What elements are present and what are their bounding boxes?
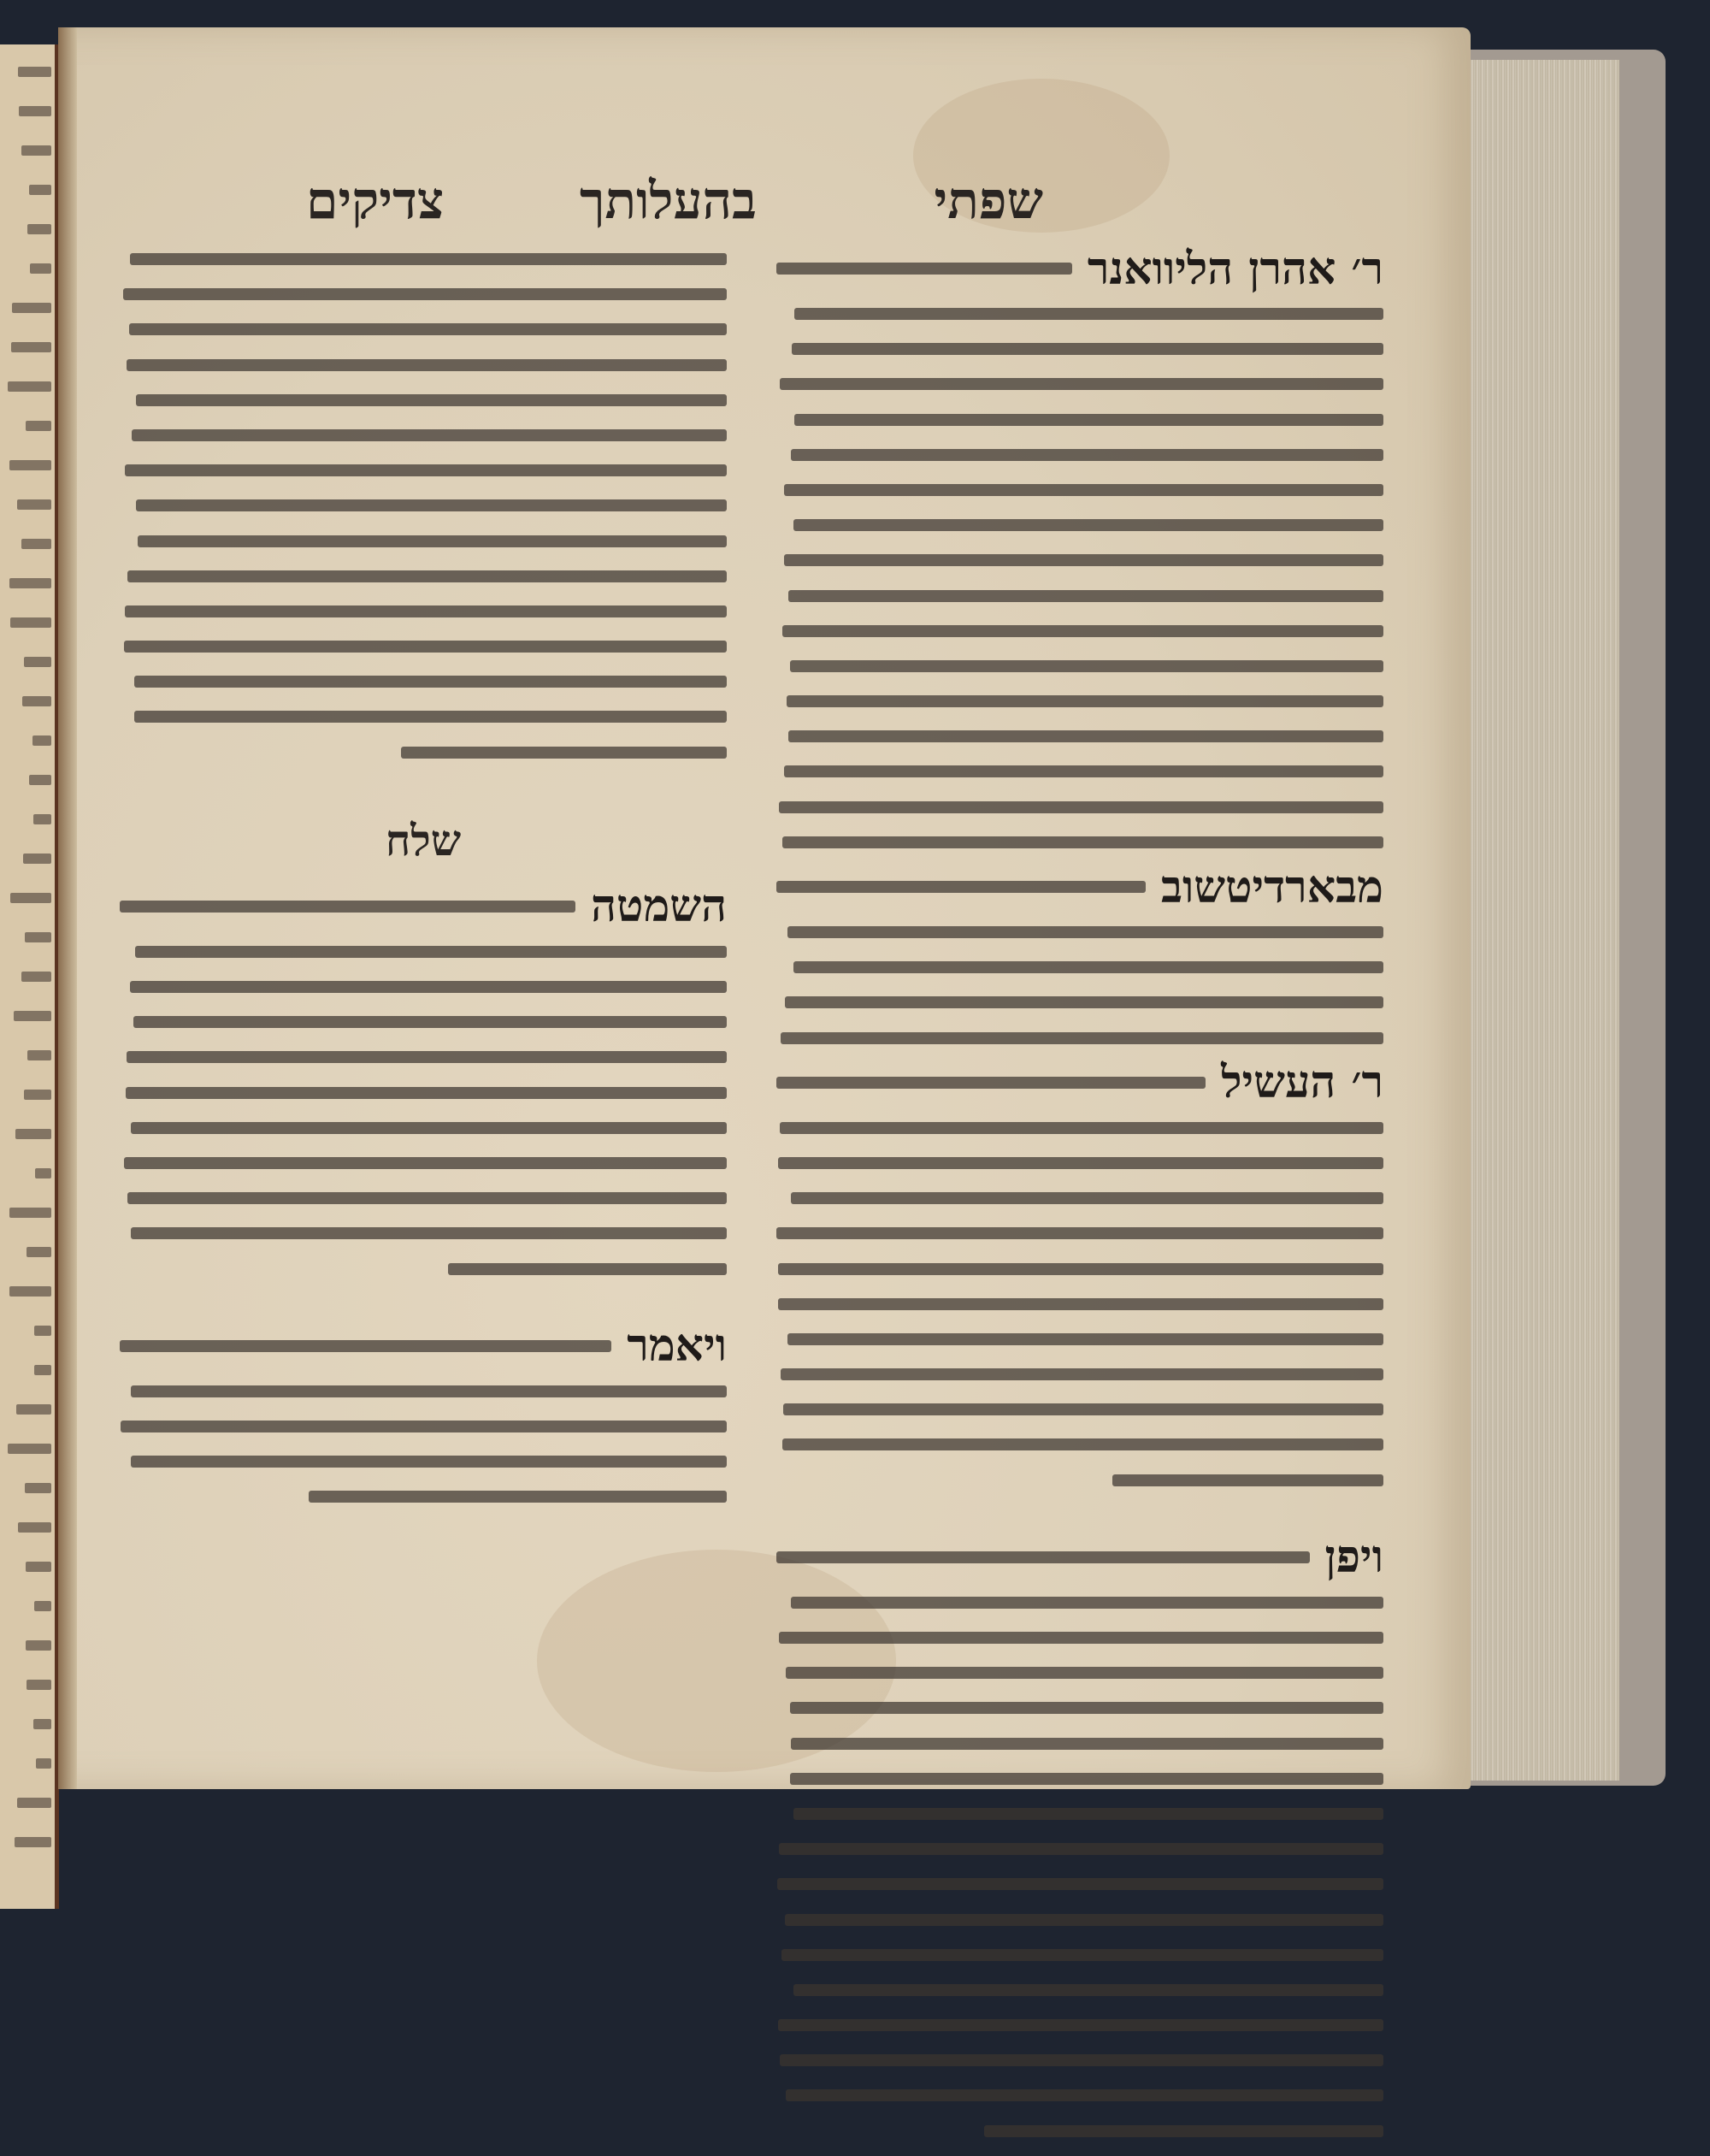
previous-page-line bbox=[0, 1586, 51, 1625]
entry-heading bbox=[776, 1055, 1383, 1110]
text-line bbox=[776, 1726, 1383, 1761]
text-line bbox=[120, 1075, 727, 1110]
text-line bbox=[776, 984, 1383, 1019]
running-head-right: שפתי bbox=[934, 171, 1043, 231]
previous-page-line bbox=[0, 1468, 51, 1507]
text-line bbox=[776, 789, 1383, 824]
previous-page-line bbox=[0, 1074, 51, 1113]
text-line bbox=[120, 311, 727, 346]
text-line bbox=[776, 402, 1383, 437]
previous-page-line bbox=[0, 1113, 51, 1153]
entry-heading bbox=[776, 241, 1383, 296]
text-line bbox=[120, 594, 727, 629]
previous-page-line bbox=[0, 91, 51, 130]
text-line bbox=[120, 382, 727, 417]
previous-page-line bbox=[0, 287, 51, 327]
entry-heading-word: ויפן bbox=[1324, 1531, 1383, 1584]
previous-page-line bbox=[0, 563, 51, 602]
previous-page-line bbox=[0, 327, 51, 366]
page-gutter bbox=[58, 27, 77, 1789]
previous-page-line bbox=[0, 799, 51, 838]
text-line bbox=[776, 1585, 1383, 1620]
text-line bbox=[776, 949, 1383, 984]
text-line bbox=[120, 1004, 727, 1039]
text-line bbox=[776, 366, 1383, 401]
text-line bbox=[776, 2042, 1383, 2077]
previous-page-line bbox=[0, 1507, 51, 1546]
previous-page-line bbox=[0, 1428, 51, 1468]
entry-heading bbox=[776, 1530, 1383, 1585]
text-line bbox=[120, 276, 727, 311]
text-line bbox=[776, 2007, 1383, 2042]
book-fore-edge bbox=[1469, 60, 1619, 1781]
paragraph-gap bbox=[776, 1497, 1383, 1530]
text-line bbox=[120, 629, 727, 664]
text-line bbox=[776, 1215, 1383, 1250]
previous-page-line bbox=[0, 877, 51, 917]
text-line bbox=[120, 1479, 727, 1514]
text-line bbox=[776, 542, 1383, 577]
text-line bbox=[776, 753, 1383, 789]
previous-page-line bbox=[0, 681, 51, 720]
previous-page-line bbox=[0, 1310, 51, 1350]
entry-heading-word: השמטה bbox=[591, 880, 727, 933]
running-head-center: בהעלותך bbox=[580, 171, 757, 231]
text-line bbox=[776, 683, 1383, 718]
text-line bbox=[776, 1866, 1383, 1901]
running-head-left: צדיקים bbox=[306, 171, 445, 231]
previous-page-line bbox=[0, 602, 51, 641]
previous-page-line bbox=[0, 523, 51, 563]
text-line bbox=[776, 1286, 1383, 1321]
text-line bbox=[776, 296, 1383, 331]
text-line bbox=[120, 1444, 727, 1479]
previous-page-line bbox=[0, 484, 51, 523]
book-page bbox=[58, 27, 1471, 1789]
text-line bbox=[120, 1180, 727, 1215]
text-line bbox=[120, 1251, 727, 1286]
previous-page-line bbox=[0, 1822, 51, 1861]
previous-page-line bbox=[0, 51, 51, 91]
text-line bbox=[120, 1409, 727, 1444]
previous-page-line bbox=[0, 366, 51, 405]
text-line bbox=[776, 613, 1383, 648]
text-line bbox=[120, 664, 727, 699]
text-line bbox=[776, 1796, 1383, 1831]
previous-page-line bbox=[0, 641, 51, 681]
previous-page-line bbox=[0, 1389, 51, 1428]
text-line bbox=[120, 1145, 727, 1180]
text-line bbox=[120, 523, 727, 558]
paragraph-gap bbox=[120, 770, 727, 802]
text-line bbox=[776, 1655, 1383, 1690]
text-line bbox=[120, 1110, 727, 1145]
right-column bbox=[776, 241, 1383, 2148]
entry-heading bbox=[120, 879, 727, 934]
text-line bbox=[120, 558, 727, 594]
text-line bbox=[776, 1937, 1383, 1972]
previous-page-text bbox=[0, 51, 51, 1890]
text-line bbox=[120, 452, 727, 487]
text-line bbox=[776, 331, 1383, 366]
text-line bbox=[776, 1020, 1383, 1055]
text-line bbox=[120, 699, 727, 734]
text-line bbox=[776, 507, 1383, 542]
text-line bbox=[776, 437, 1383, 472]
text-line bbox=[776, 1145, 1383, 1180]
text-line bbox=[776, 1761, 1383, 1796]
previous-page-line bbox=[0, 169, 51, 209]
previous-page-line bbox=[0, 995, 51, 1035]
section-title: שלח bbox=[385, 814, 462, 865]
text-line bbox=[776, 1251, 1383, 1286]
previous-page-line bbox=[0, 1232, 51, 1271]
entry-heading bbox=[776, 859, 1383, 914]
previous-page-line bbox=[0, 1743, 51, 1782]
text-line bbox=[120, 1039, 727, 1074]
text-line bbox=[776, 1690, 1383, 1725]
text-line bbox=[776, 718, 1383, 753]
previous-page-line bbox=[0, 130, 51, 169]
text-line bbox=[120, 347, 727, 382]
previous-page-line bbox=[0, 1546, 51, 1586]
text-line bbox=[120, 969, 727, 1004]
text-line bbox=[120, 487, 727, 523]
previous-page-line bbox=[0, 1625, 51, 1664]
text-line bbox=[776, 1110, 1383, 1145]
previous-page-line bbox=[0, 917, 51, 956]
left-column bbox=[120, 241, 727, 1514]
text-line bbox=[776, 1391, 1383, 1427]
entry-heading bbox=[120, 1319, 727, 1373]
previous-page-line bbox=[0, 1271, 51, 1310]
text-line bbox=[776, 472, 1383, 507]
previous-page-line bbox=[0, 248, 51, 287]
text-line bbox=[776, 648, 1383, 683]
previous-page-line bbox=[0, 720, 51, 759]
paragraph-gap bbox=[120, 1286, 727, 1319]
previous-page-line bbox=[0, 1350, 51, 1389]
text-line bbox=[776, 1831, 1383, 1866]
entry-heading-word: מבארדיטשוב bbox=[1160, 860, 1383, 913]
text-line bbox=[776, 2077, 1383, 2112]
previous-page-line bbox=[0, 1664, 51, 1704]
entry-heading-word: ויאמר bbox=[627, 1320, 727, 1373]
text-line bbox=[776, 1902, 1383, 1937]
running-head bbox=[58, 171, 1471, 239]
text-line bbox=[120, 241, 727, 276]
previous-page-line bbox=[0, 405, 51, 445]
text-line bbox=[776, 1321, 1383, 1356]
previous-page-line bbox=[0, 445, 51, 484]
previous-page-line bbox=[0, 838, 51, 877]
text-line bbox=[776, 2113, 1383, 2148]
previous-page-line bbox=[0, 1035, 51, 1074]
previous-page-line bbox=[0, 209, 51, 248]
entry-heading-word: ר׳ אהרן הליוואנר bbox=[1087, 242, 1383, 295]
text-line bbox=[776, 1620, 1383, 1655]
text-line bbox=[776, 1462, 1383, 1497]
text-line bbox=[120, 1215, 727, 1250]
text-line bbox=[776, 1180, 1383, 1215]
text-line bbox=[776, 1972, 1383, 2007]
text-line bbox=[776, 1356, 1383, 1391]
text-line bbox=[120, 417, 727, 452]
previous-page-line bbox=[0, 1704, 51, 1743]
previous-page-line bbox=[0, 956, 51, 995]
text-line bbox=[776, 824, 1383, 859]
previous-page-line bbox=[0, 759, 51, 799]
text-line bbox=[776, 914, 1383, 949]
text-line bbox=[120, 934, 727, 969]
text-line bbox=[776, 578, 1383, 613]
text-line bbox=[120, 1373, 727, 1409]
text-line bbox=[120, 735, 727, 770]
previous-page-line bbox=[0, 1153, 51, 1192]
text-line bbox=[776, 1427, 1383, 1462]
entry-heading-word: ר׳ העשיל bbox=[1221, 1056, 1383, 1109]
previous-page-line bbox=[0, 1782, 51, 1822]
previous-page-line bbox=[0, 1192, 51, 1232]
